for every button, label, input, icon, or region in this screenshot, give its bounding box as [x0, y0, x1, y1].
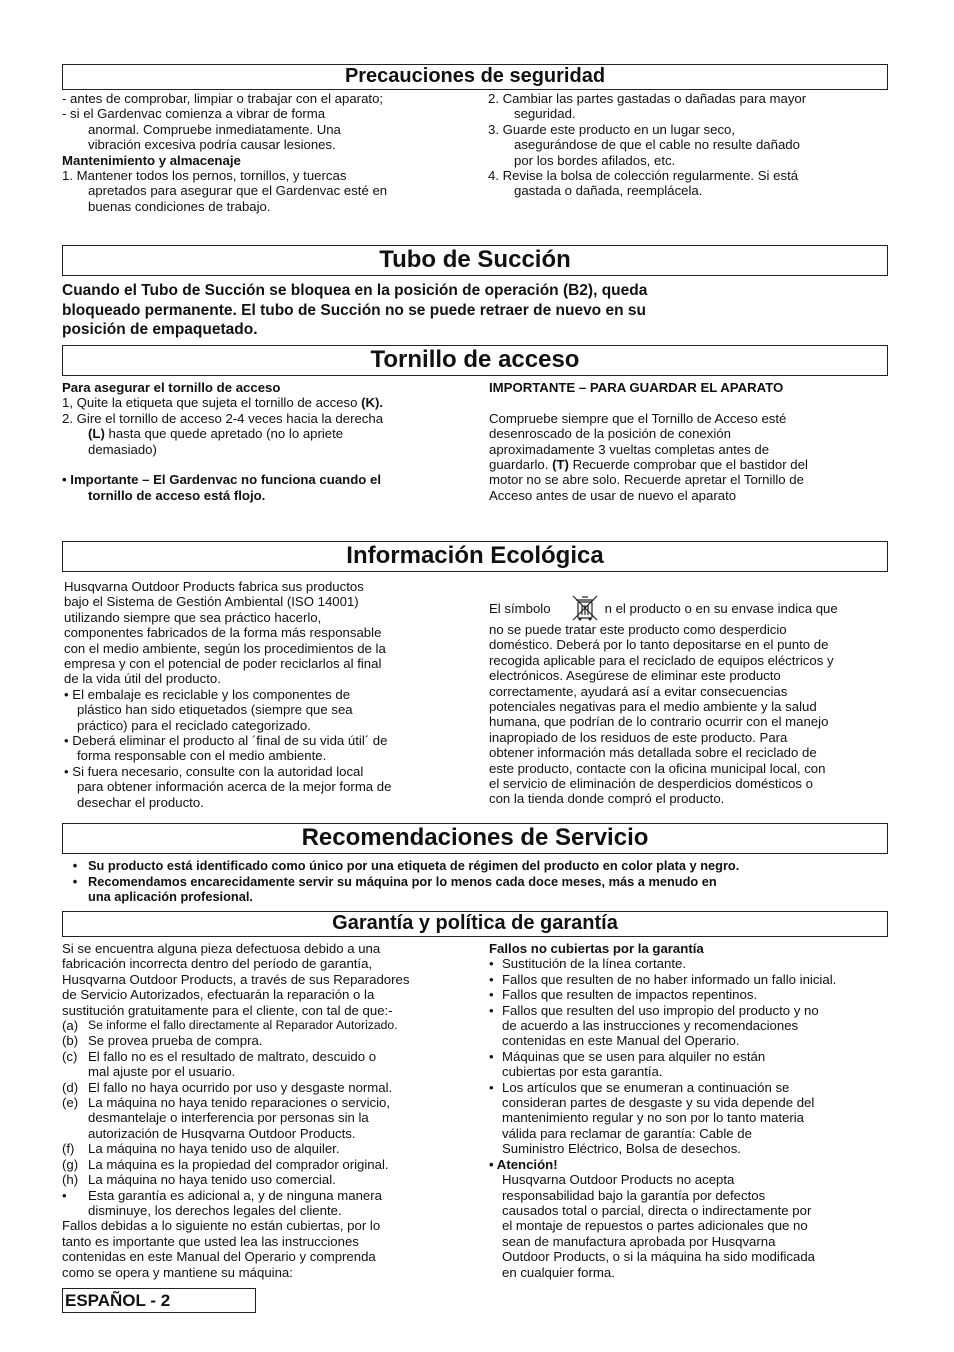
list-item: • Su producto está identificado como único por una etiqueta de régimen del producto en color plata y negro. — [72, 858, 740, 873]
subheading: Para asegurar el tornillo de acceso — [62, 380, 281, 395]
subheading: IMPORTANTE – PARA GUARDAR EL APARATO — [489, 380, 784, 395]
text-line: desenroscado de la posición de conexión — [489, 426, 731, 442]
list-item: • Los artículos que se enumeran a continuación se — [489, 1079, 790, 1095]
text-line: consideran partes de desgaste y su vida depende del — [502, 1095, 815, 1111]
subheading: Fallos no cubiertas por la garantía — [489, 941, 704, 956]
section-title-tubo: Tubo de Succión — [62, 245, 888, 276]
text-line: el servicio de eliminación de desperdicios domésticos o — [489, 776, 813, 792]
figure-ref: (K). — [361, 395, 384, 411]
text-line: Husqvarna Outdoor Products no acepta — [502, 1172, 735, 1188]
text-line: aproximadamente 3 vueltas completas antes de — [489, 441, 770, 457]
precauciones-right — [488, 91, 888, 199]
text-line: electrónicos. Asegúrese de eliminar este producto — [489, 668, 781, 684]
list-item: • Sustitución de la línea cortante. — [489, 956, 687, 972]
text-line: Si se encuentra alguna pieza defectuosa debido a una — [62, 941, 381, 956]
tornillo-left — [62, 380, 472, 503]
text-line: con la tienda donde compró el producto. — [489, 791, 725, 807]
text-line: desechar el producto. — [77, 794, 204, 810]
text-line: El símbolo — [489, 601, 551, 616]
list-item: (b) Se provea prueba de compra. — [62, 1033, 263, 1049]
text-line: autorización de Husqvarna Outdoor Products. — [88, 1125, 356, 1141]
list-item: • Máquinas que se usen para alquiler no están — [489, 1048, 766, 1064]
list-item: • Esta garantía es adicional a, y de ninguna manera — [62, 1187, 382, 1203]
text-line: motor no se abre solo. Recuerde apretar el Tornillo de — [489, 472, 804, 488]
text-line: disminuye, los derechos legales del cliente. — [88, 1202, 342, 1218]
text-line: asegurándose de que el cable no resulte dañado — [514, 137, 800, 153]
text-line: cubiertas por esta garantía. — [502, 1064, 663, 1080]
text-line: • Si fuera necesario, consulte con la autoridad local — [64, 763, 364, 779]
list-item: • Fallos que resulten de impactos repentinos. — [489, 987, 758, 1003]
text-line: 2. Cambiar las partes gastadas o dañadas para mayor — [488, 91, 807, 106]
eco-right — [489, 594, 894, 807]
text-line: sustitución gratuitamente para el cliente, con tal de que:- — [62, 1002, 393, 1018]
text-line: una aplicación profesional. — [88, 889, 253, 904]
text-line: para obtener información acerca de la mejor forma de — [77, 779, 392, 795]
text-line: 1, Quite la etiqueta que sujeta el tornillo de acceso — [62, 395, 358, 411]
text-line: n el producto o en su envase indica que — [604, 601, 838, 616]
text-line: vibración excesiva podría causar lesiones. — [88, 137, 336, 153]
text-line: apretados para asegurar que el Gardenvac esté en — [88, 183, 388, 199]
text-line: Fallos debidas a lo siguiente no están cubiertas, por lo — [62, 1218, 381, 1234]
text-line: de la vida útil del producto. — [64, 671, 221, 687]
text-line: Outdoor Products, o si la máquina ha sido modificada — [502, 1249, 816, 1265]
section-title-servicio: Recomendaciones de Servicio — [62, 823, 888, 854]
text-line: Acceso antes de usar de nuevo el aparato — [489, 487, 737, 503]
attention-label: • Atención! — [489, 1156, 558, 1172]
text-line: contenidas en este Manual del Operario y comprenda — [62, 1249, 376, 1265]
section-title-precauciones: Precauciones de seguridad — [62, 64, 888, 90]
list-item: • Recomendamos encarecidamente servir su máquina por lo menos cada doce meses, más a menudo en — [72, 873, 717, 889]
text-line: bloqueado permanente. El tubo de Succión no se puede retraer de nuevo en su — [62, 301, 646, 319]
text-line: correctamente, ayudará así a evitar consecuencias — [489, 683, 788, 699]
text-line: bajo el Sistema de Gestión Ambiental (ISO 14001) — [64, 594, 359, 610]
text-line: en cualquier forma. — [502, 1264, 615, 1280]
text-line: Se provea prueba de compra. — [88, 1033, 263, 1049]
list-item: (e) La máquina no haya tenido reparaciones o servicio, — [62, 1095, 391, 1111]
text-line: empresa y con el potencial de poder reciclarlos al final — [64, 656, 382, 672]
text-line: este producto, contacte con la oficina municipal local, con — [489, 760, 826, 776]
crossed-out-bin-icon — [569, 594, 601, 622]
section-title-eco: Información Ecológica — [62, 541, 888, 572]
text-line: fabricación incorrecta dentro del período de garantía, — [62, 956, 373, 972]
tubo-intro — [62, 281, 888, 340]
text-line: La máquina no haya tenido uso de alquiler. — [88, 1141, 340, 1157]
text-line: Husqvarna Outdoor Products fabrica sus productos — [64, 579, 364, 594]
text-line: Suministro Eléctrico, Bolsa de desechos. — [502, 1141, 741, 1157]
list-item: • Fallos que resulten del uso impropio del producto y no — [489, 1002, 819, 1018]
text-line: hasta que quede apretado (no lo apriete — [108, 426, 344, 442]
text-line: 1. Mantener todos los pernos, tornillos, y tuercas — [62, 168, 347, 184]
text-line: de acuerdo a las instrucciones y recomendaciones — [502, 1018, 799, 1034]
text-line: por los bordes afilados, etc. — [514, 152, 676, 168]
text-line: forma responsable con el medio ambiente. — [77, 748, 327, 764]
text-line: La máquina no haya tenido reparaciones o servicio, — [88, 1095, 391, 1111]
text-line: válida para reclamar de garantía: Cable de — [502, 1125, 752, 1141]
text-line: práctico) para el reciclado categorizado. — [77, 717, 311, 733]
text-line: El fallo no haya ocurrido por uso y desgaste normal. — [88, 1079, 393, 1095]
list-item: (h) La máquina no haya tenido uso comercial. — [62, 1172, 336, 1188]
text-line: • El embalaje es reciclable y los componentes de — [64, 686, 351, 702]
important-note: • Importante – El Gardenvac no funciona cuando el — [62, 472, 381, 488]
text-line: utilizando siempre que sea práctico hacerlo, — [64, 609, 322, 625]
list-item: (c) El fallo no es el resultado de maltrato, descuido o — [62, 1048, 377, 1064]
text-line: plástico han sido etiquetados (siempre que sea — [77, 702, 353, 718]
text-line: La máquina no haya tenido uso comercial. — [88, 1172, 336, 1188]
text-line: Esta garantía es adicional a, y de ninguna manera — [88, 1187, 382, 1203]
text-line: el montaje de repuestos o partes adicionales que no — [502, 1218, 808, 1234]
garantia-left — [62, 941, 472, 1280]
list-item: (a) Se informe el fallo directamente al Reparador Autorizado. — [62, 1018, 398, 1034]
text-line: mal ajuste por el usuario. — [88, 1064, 236, 1080]
figure-ref: (L) — [88, 426, 105, 442]
section-title-garantia: Garantía y política de garantía — [62, 911, 888, 937]
text-line: desmantelaje o interferencia por personas sin la — [88, 1110, 369, 1126]
list-item — [62, 889, 888, 905]
text-line: - antes de comprobar, limpiar o trabajar con el aparato; — [62, 91, 384, 106]
text-line: posición de empaquetado. — [62, 321, 258, 338]
text-line: gastada o dañada, reemplácela. — [514, 183, 703, 199]
text-line: El fallo no es el resultado de maltrato, descuido o — [88, 1048, 377, 1064]
list-item: (d) El fallo no haya ocurrido por uso y desgaste normal. — [62, 1079, 393, 1095]
list-item: (f) La máquina no haya tenido uso de alquiler. — [62, 1141, 340, 1157]
section-title-tornillo: Tornillo de acceso — [62, 345, 888, 376]
text-line: Fallos que resulten de no haber informado un fallo inicial. — [502, 971, 837, 987]
list-item: (g) La máquina es la propiedad del comprador original. — [62, 1156, 389, 1172]
text-line: sean de manufactura aprobada por Husqvarna — [502, 1233, 776, 1249]
list-item: • Fallos que resulten de no haber informado un fallo inicial. — [489, 971, 837, 987]
precauciones-left — [62, 91, 462, 214]
text-line: buenas condiciones de trabajo. — [88, 198, 271, 214]
text-line: Se informe el fallo directamente al Reparador Autorizado. — [88, 1018, 398, 1033]
text-line: no se puede tratar este producto como desperdicio — [489, 622, 787, 637]
text-line: anormal. Compruebe inmediatamente. Una — [88, 121, 341, 137]
text-line: 4. Revise la bolsa de colección regularmente. Si está — [488, 168, 799, 184]
text-line: 2. Gire el tornillo de acceso 2-4 veces hacia la derecha — [62, 410, 384, 426]
text-line: doméstico. Deberá por lo tanto depositarse en el punto de — [489, 637, 829, 653]
text-line: tanto es importante que usted lea las instrucciones — [62, 1233, 359, 1249]
text-line: recogida aplicable para el reciclado de equipos eléctricos y — [489, 652, 834, 668]
page-footer-label: ESPAÑOL - 2 — [62, 1288, 256, 1313]
eco-left — [64, 579, 469, 810]
tornillo-right — [489, 380, 889, 503]
text-line: - si el Gardenvac comienza a vibrar de forma — [62, 106, 326, 122]
text-line: mantenimiento regular y no son por lo tanto materia — [502, 1110, 805, 1126]
text-line: Recuerde comprobar que el bastidor del — [568, 457, 808, 473]
text-line: 3. Guarde este producto en un lugar seco, — [488, 121, 736, 137]
text-line: Los artículos que se enumeran a continuación se — [502, 1079, 790, 1095]
figure-ref: (T) — [552, 457, 569, 473]
text-line: Husqvarna Outdoor Products, a través de sus Reparadores — [62, 971, 410, 987]
garantia-right — [489, 941, 894, 1280]
text-line: Fallos que resulten del uso impropio del producto y no — [502, 1002, 819, 1018]
text-line: contenidas en este Manual del Operario. — [502, 1033, 740, 1049]
text-line: inapropiado de los residuos de este producto. Para — [489, 729, 788, 745]
subheading: Mantenimiento y almacenaje — [62, 152, 241, 168]
text-line: responsabilidad bajo la garantía por defectos — [502, 1187, 766, 1203]
text-line: demasiado) — [88, 441, 157, 457]
text-line: potenciales negativas para el medio ambiente y la salud — [489, 699, 817, 715]
text-line: causados total o parcial, directa o indirectamente por — [502, 1202, 812, 1218]
text-line: Máquinas que se usen para alquiler no están — [502, 1048, 766, 1064]
text-line: Sustitución de la línea cortante. — [502, 956, 687, 972]
text-line: La máquina es la propiedad del comprador original. — [88, 1156, 389, 1172]
text-line: Fallos que resulten de impactos repentinos. — [502, 987, 758, 1003]
text-line: de Servicio Autorizados, efectuarán la reparación o la — [62, 987, 375, 1003]
text-line: Cuando el Tubo de Succión se bloquea en la posición de operación (B2), queda — [62, 282, 648, 299]
text-line: Compruebe siempre que el Tornillo de Acceso esté — [489, 410, 787, 426]
text-line: seguridad. — [514, 106, 576, 122]
text-line: Recomendamos encarecidamente servir su máquina por lo menos cada doce meses, más a menudo en — [88, 873, 717, 889]
text-line: guardarlo. — [489, 457, 549, 473]
text-line: Su producto está identificado como único por una etiqueta de régimen del producto en color plata y negro. — [88, 858, 740, 873]
text-line: como se opera y mantiene su máquina: — [62, 1264, 293, 1280]
text-line: • Deberá eliminar el producto al ´final de su vida útil´ de — [64, 733, 388, 749]
text-line: con el medio ambiente, según los procedimientos de la — [64, 640, 386, 656]
text-line: humana, que podrían de lo contrario ocurrir con el manejo — [489, 714, 829, 730]
text-line: componentes fabricados de la forma más responsable — [64, 625, 382, 641]
servicio-list — [62, 858, 888, 905]
text-line: obtener información más detallada sobre el reciclado de — [489, 745, 817, 761]
important-note: tornillo de acceso está flojo. — [88, 487, 266, 503]
